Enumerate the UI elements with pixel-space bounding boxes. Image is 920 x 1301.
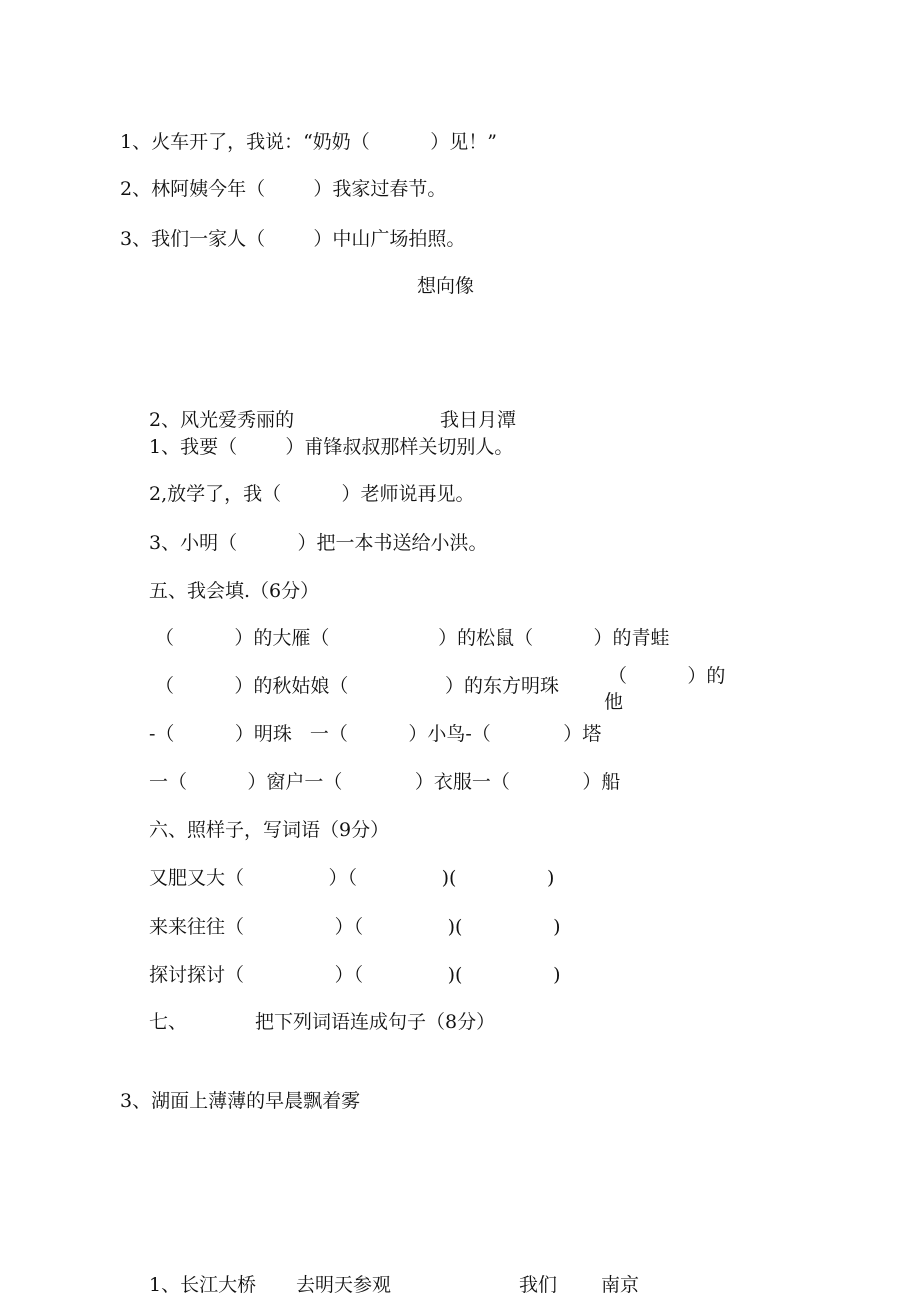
- scrambled-sentence-1b: 去明天参观: [296, 1274, 392, 1296]
- fill-line-9: （ ）的秋姑娘（ ）的东方明珠: [155, 675, 560, 697]
- section-6-heading: 六、照样子，写词语（9分）: [149, 819, 390, 841]
- fill-line-9-top: （ ）的: [608, 665, 726, 687]
- word-line-13: 来来往往（ ）（ )( ): [149, 916, 561, 938]
- question-line-1: 1、火车开了，我说：“奶奶（ ）见！”: [120, 131, 497, 153]
- section-7-number: 七、: [149, 1011, 188, 1033]
- scrambled-sentence-2a: 2、风光爱秀丽的: [149, 409, 295, 431]
- word-line-14: 探讨探讨（ ）（ )( ): [149, 964, 561, 986]
- fill-line-11: 一（ ）窗户一（ ）衣服一（ ）船: [149, 771, 621, 793]
- section-5-heading: 五、我会填.（6分）: [149, 580, 320, 602]
- question-line-7: 3、小明（ ）把一本书送给小洪。: [149, 532, 488, 554]
- fill-line-9-bottom: 他: [604, 691, 624, 713]
- scrambled-sentence-1a: 1、长江大桥: [149, 1274, 257, 1296]
- fill-line-8: （ ）的大雁（ ）的松鼠（ ）的青蛙: [155, 627, 670, 649]
- heading-imagine: 想向像: [417, 275, 475, 297]
- section-7-heading: 把下列词语连成句子（8分）: [255, 1011, 496, 1033]
- question-line-5: 1、我要（ ）甫锋叔叔那样关切别人。: [149, 436, 514, 458]
- scrambled-sentence-2b: 我日月潭: [440, 409, 517, 431]
- scrambled-sentence-3: 3、湖面上薄薄的早晨飘着雾: [120, 1090, 361, 1112]
- scrambled-sentence-1d: 南京: [601, 1274, 640, 1296]
- question-line-2: 2、林阿姨今年（ ）我家过春节。: [120, 178, 447, 200]
- fill-line-10: -（ ）明珠 一（ ）小鸟-（ ）塔: [149, 723, 602, 745]
- question-line-6: 2,放学了，我（ ）老师说再见。: [149, 483, 475, 505]
- scrambled-sentence-1c: 我们: [519, 1274, 558, 1296]
- question-line-3: 3、我们一家人（ ）中山广场拍照。: [120, 228, 466, 250]
- word-line-12: 又肥又大（ ）（ )( ): [149, 867, 555, 889]
